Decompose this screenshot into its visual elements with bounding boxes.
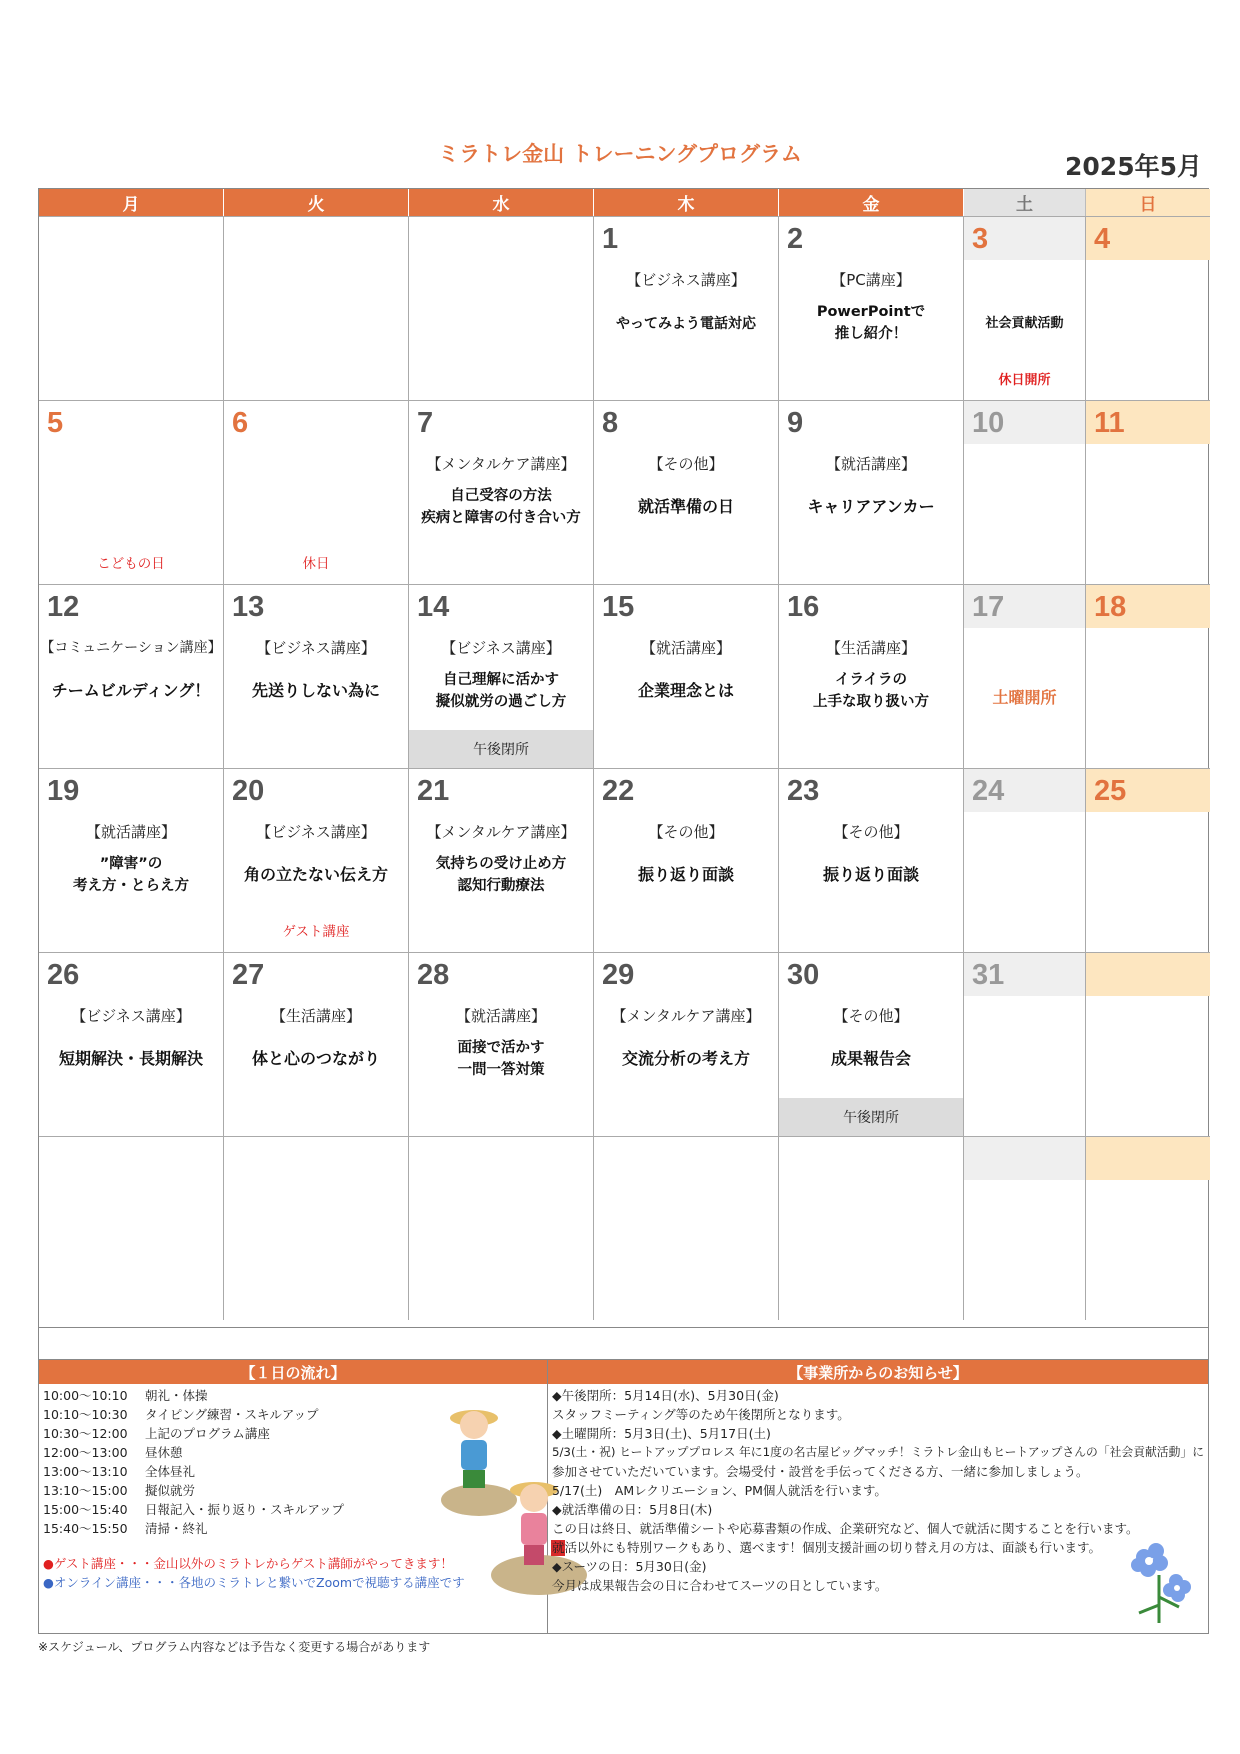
course-topic-line: 面接で活かす: [457, 1040, 545, 1056]
course-topic: 先送りしない為に: [251, 681, 380, 700]
sunday-band: [1086, 953, 1210, 996]
day-number: 30: [787, 959, 820, 991]
page-title: ミラトレ金山 トレーニングプログラム: [438, 142, 802, 166]
day-number: 10: [972, 407, 1005, 439]
day-cell-27: [224, 952, 409, 1136]
course-topic: 振り返り面談: [637, 865, 734, 884]
course-topic: [409, 1037, 593, 1081]
schedule-time: 12:00～13:00: [43, 1445, 128, 1460]
course-topic: 交流分析の考え方: [621, 1049, 750, 1068]
day-cell-22: [594, 768, 779, 952]
day-number: 25: [1094, 775, 1127, 807]
course-topic-line: 認知行動療法: [457, 878, 545, 894]
weekday-fri: 金: [779, 189, 964, 216]
schedule-time: 10:30～12:00: [43, 1426, 128, 1441]
daily-flow-header: 【１日の流れ】: [39, 1360, 547, 1384]
day-cell-empty: [1086, 952, 1210, 1136]
course-topic-line: 気持ちの受け止め方: [435, 856, 567, 872]
day-cell-empty: [39, 1136, 224, 1320]
saturday-open-note: 土曜開所: [992, 688, 1057, 707]
course-topic: [409, 669, 593, 713]
legend-guest: ●ゲスト講座・・・金山以外のミラトレからゲスト講師がやってきます！: [43, 1556, 453, 1571]
day-cell-25: [1086, 768, 1210, 952]
weekday-sun: 日: [1086, 189, 1210, 216]
weekday-sat: 土: [964, 189, 1086, 216]
day-number: 23: [787, 775, 820, 807]
day-cell-8: [594, 400, 779, 584]
day-cell-10: [964, 400, 1086, 584]
saturday-band: [964, 1137, 1085, 1180]
day-cell-7: [409, 400, 594, 584]
day-number: 24: [972, 775, 1005, 807]
schedule-label: 清掃・終礼: [145, 1521, 208, 1536]
day-cell-1: [594, 216, 779, 400]
day-cell-empty: [224, 1136, 409, 1320]
day-cell-17: [964, 584, 1086, 768]
schedule-label: 朝礼・体操: [145, 1388, 208, 1403]
day-cell-4: [1086, 216, 1210, 400]
course-topic: 企業理念とは: [637, 681, 734, 700]
course-topic: [779, 301, 963, 345]
course-topic: 体と心のつながり: [251, 1049, 380, 1068]
course-topic: 社会貢献活動: [985, 316, 1064, 331]
holiday-note: 休日: [302, 556, 330, 572]
course-topic-line: ”障害”の: [99, 856, 163, 872]
day-cell-empty: [779, 1136, 964, 1320]
course-legend: [43, 1554, 465, 1592]
notice-line: 就活以外にも特別ワークもあり、選べます！個別支援計画の切り替え月の方は、面談も行います。: [551, 1540, 1101, 1555]
guest-course-note: ゲスト講座: [282, 924, 350, 940]
day-number: 17: [972, 591, 1005, 623]
day-number: 31: [972, 959, 1005, 991]
notice-line: ◆就活準備の日：5月8日(木): [551, 1502, 713, 1517]
weekday-mon: 月: [39, 189, 224, 216]
day-cell-31: [964, 952, 1086, 1136]
day-number: 13: [232, 591, 265, 623]
course-category: 【就活講座】: [640, 639, 731, 657]
day-cell-29: [594, 952, 779, 1136]
day-cell-9: [779, 400, 964, 584]
schedule-time: 15:40～15:50: [43, 1521, 128, 1536]
course-category: 【就活講座】: [85, 823, 176, 841]
course-topic-line: イライラの: [834, 672, 908, 688]
schedule-label: 擬似就労: [145, 1483, 196, 1498]
course-topic: 成果報告会: [830, 1049, 911, 1068]
course-topic: 角の立たない伝え方: [243, 865, 388, 884]
course-category: 【コミュニケーション講座】: [40, 640, 222, 656]
course-topic: [409, 853, 593, 897]
day-number: 12: [47, 591, 80, 623]
notice-line: スタッフミーティング等のため午後閉所となります。: [551, 1407, 850, 1422]
day-cell-28: [409, 952, 594, 1136]
day-number: 18: [1094, 591, 1127, 623]
day-cell-14: [409, 584, 594, 768]
course-topic: [779, 669, 963, 713]
day-number: 21: [417, 775, 450, 807]
notice-line: 5/3(土・祝) ヒートアッププロレス 年に1度の名古屋ビッグマッチ！ミラトレ金山もヒートアップさんの「社会貢献活動」に: [551, 1445, 1204, 1459]
day-cell-empty: [224, 216, 409, 400]
schedule-label: 昼休憩: [145, 1445, 183, 1460]
notice-line: ◆午後閉所：5月14日(水)、5月30日(金): [551, 1388, 779, 1403]
schedule-time: 13:00～13:10: [43, 1464, 128, 1479]
day-cell-empty: [39, 216, 224, 400]
calendar-grid: [38, 188, 1209, 1328]
course-topic-line: 擬似就労の過ごし方: [435, 694, 567, 710]
info-section: [38, 1360, 1209, 1634]
notice-line: ◆土曜開所：5月3日(土)、5月17日(土): [551, 1426, 771, 1441]
course-category: 【その他】: [833, 823, 909, 841]
course-topic: [409, 485, 593, 529]
course-category: 【メンタルケア講座】: [611, 1007, 761, 1025]
day-number: 9: [787, 407, 804, 439]
day-cell-empty: [409, 1136, 594, 1320]
course-topic-line: 一問一答対策: [457, 1062, 545, 1078]
day-number: 2: [787, 223, 804, 255]
day-cell-24: [964, 768, 1086, 952]
notice-line: この日は終日、就活準備シートや応募書類の作成、企業研究など、個人で就活に関することを行います。: [551, 1521, 1139, 1536]
day-cell-26: [39, 952, 224, 1136]
course-category: 【ビジネス講座】: [71, 1007, 191, 1025]
course-topic-line: PowerPointで: [816, 304, 926, 320]
day-number: 28: [417, 959, 450, 991]
notice-line: 5/17(土) AMレクリエーション、PM個人就活を行います。: [551, 1483, 887, 1498]
holiday-note: こどもの日: [97, 556, 165, 572]
sunday-band: [1086, 1137, 1210, 1180]
weekday-wed: 水: [409, 189, 594, 216]
course-topic: やってみよう電話対応: [616, 316, 756, 332]
day-cell-19: [39, 768, 224, 952]
course-category: 【ビジネス講座】: [441, 639, 561, 657]
afternoon-closed-bar: 午後閉所: [409, 730, 593, 768]
day-cell-13: [224, 584, 409, 768]
day-cell-empty: [594, 1136, 779, 1320]
day-number: 16: [787, 591, 820, 623]
course-topic: 就活準備の日: [637, 497, 734, 516]
month-label: 2025年5月: [1065, 152, 1202, 181]
course-topic-line: 自己理解に活かす: [443, 672, 559, 688]
course-category: 【就活講座】: [455, 1007, 546, 1025]
schedule-label: 上記のプログラム講座: [145, 1426, 270, 1441]
day-number: 27: [232, 959, 265, 991]
course-category: 【メンタルケア講座】: [426, 455, 576, 473]
day-cell-16: [779, 584, 964, 768]
notice-line: 今月は成果報告会の日に合わせてスーツの日としています。: [551, 1578, 888, 1593]
course-category: 【メンタルケア講座】: [426, 823, 576, 841]
schedule-label: タイピング練習・スキルアップ: [145, 1407, 319, 1422]
course-topic-line: 疾病と障害の付き合い方: [421, 510, 581, 526]
day-number: 1: [602, 223, 619, 255]
course-topic: 振り返り面談: [822, 865, 919, 884]
day-cell-2: [779, 216, 964, 400]
day-number: 8: [602, 407, 619, 439]
day-number: 26: [47, 959, 80, 991]
afternoon-closed-bar: 午後閉所: [779, 1098, 963, 1136]
weekday-tue: 火: [224, 189, 409, 216]
spacer-row: [38, 1327, 1209, 1360]
day-cell-empty: [409, 216, 594, 400]
schedule-time: 10:10～10:30: [43, 1407, 128, 1422]
course-category: 【ビジネス講座】: [626, 271, 746, 289]
day-number: 29: [602, 959, 635, 991]
holiday-note: 休日開所: [998, 373, 1051, 388]
daily-flow-panel: [39, 1360, 548, 1633]
day-number: 6: [232, 407, 249, 439]
day-cell-20: [224, 768, 409, 952]
schedule-time: 13:10～15:00: [43, 1483, 128, 1498]
flower-illustration: [1124, 1535, 1194, 1625]
day-cell-empty: [1086, 1136, 1210, 1320]
notice-line: ◆スーツの日：5月30日(金): [551, 1559, 707, 1574]
day-number: 15: [602, 591, 635, 623]
day-number: 22: [602, 775, 635, 807]
day-cell-18: [1086, 584, 1210, 768]
weekday-thu: 木: [594, 189, 779, 216]
course-topic: キャリアアンカー: [807, 497, 935, 516]
schedule-time: 15:00～15:40: [43, 1502, 128, 1517]
course-topic-line: 考え方・とらえ方: [73, 878, 189, 894]
legend-online: ●オンライン講座・・・各地のミラトレと繋いでZoomで視聴する講座です: [43, 1575, 465, 1590]
notice-header: 【事業所からのお知らせ】: [548, 1360, 1208, 1384]
day-cell-11: [1086, 400, 1210, 584]
notice-panel: [548, 1360, 1208, 1633]
day-cell-6: [224, 400, 409, 584]
schedule-label: 日報記入・振り返り・スキルアップ: [145, 1502, 345, 1517]
day-number: 4: [1094, 223, 1111, 255]
day-number: 20: [232, 775, 265, 807]
day-number: 7: [417, 407, 434, 439]
day-number: 14: [417, 591, 450, 623]
course-category: 【ビジネス講座】: [256, 823, 376, 841]
course-topic: チームビルディング！: [51, 681, 211, 700]
day-number: 19: [47, 775, 80, 807]
notice-line: 参加させていただいています。会場受付・設営を手伝ってくださる方、一緒に参加しましょう。: [551, 1464, 1089, 1479]
course-category: 【その他】: [648, 455, 724, 473]
course-category: 【生活講座】: [270, 1007, 361, 1025]
footer-note: ※スケジュール、プログラム内容などは予告なく変更する場合があります: [38, 1640, 431, 1654]
day-cell-5: [39, 400, 224, 584]
course-topic: [39, 853, 223, 897]
course-category: 【その他】: [833, 1007, 909, 1025]
day-number: 3: [972, 223, 989, 255]
course-topic-line: 自己受容の方法: [450, 488, 552, 504]
day-cell-15: [594, 584, 779, 768]
day-cell-21: [409, 768, 594, 952]
schedule-label: 全体昼礼: [145, 1464, 196, 1479]
course-topic-line: 上手な取り扱い方: [813, 694, 929, 710]
day-number: 5: [47, 407, 64, 439]
day-cell-empty: [964, 1136, 1086, 1320]
course-category: 【就活講座】: [825, 455, 916, 473]
day-cell-3: [964, 216, 1086, 400]
course-topic: 短期解決・長期解決: [58, 1049, 203, 1068]
day-cell-30: [779, 952, 964, 1136]
course-category: 【ビジネス講座】: [256, 639, 376, 657]
schedule-time: 10:00～10:10: [43, 1388, 128, 1403]
course-category: 【その他】: [648, 823, 724, 841]
day-number: 11: [1094, 407, 1125, 439]
day-cell-12: [39, 584, 224, 768]
day-cell-23: [779, 768, 964, 952]
course-category: 【生活講座】: [825, 639, 916, 657]
course-topic-line: 推し紹介！: [834, 326, 908, 342]
course-category: 【PC講座】: [831, 271, 911, 289]
notice-body: [548, 1384, 1208, 1597]
